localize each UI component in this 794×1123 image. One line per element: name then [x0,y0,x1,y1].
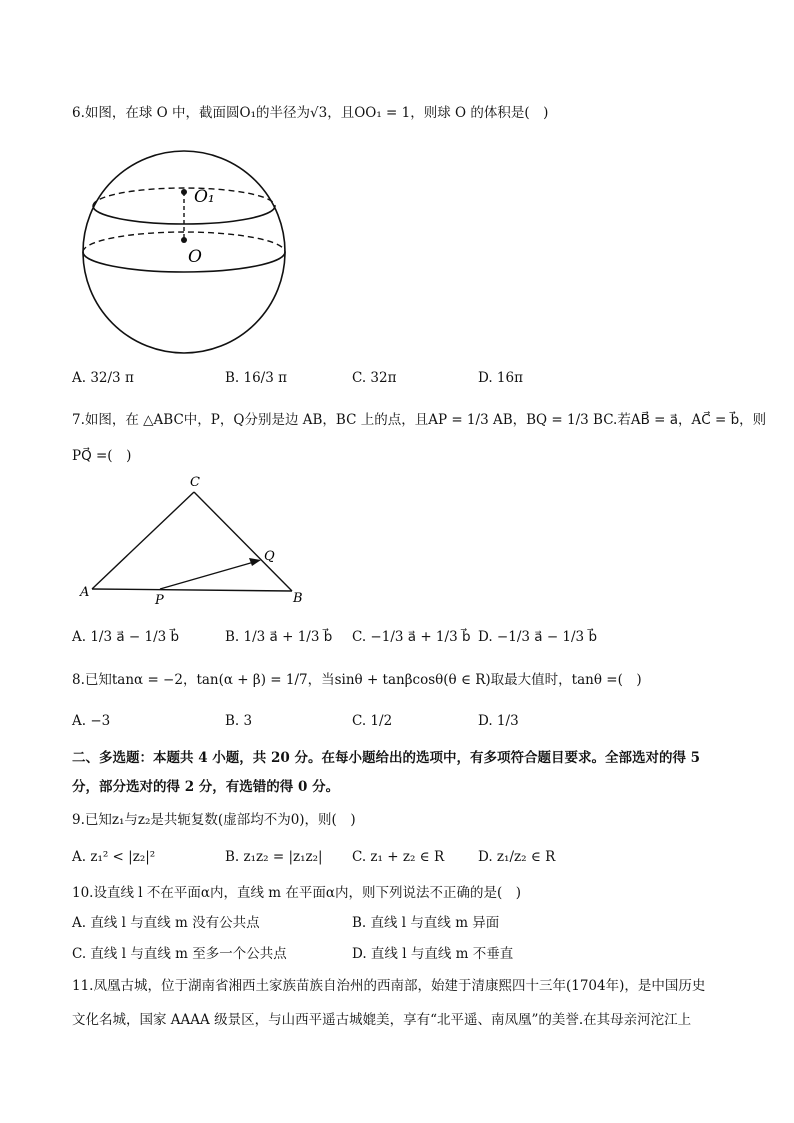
q9-option-a: A. z₁² < |z₂|² [72,849,156,865]
q8-option-c: C. 1/2 [352,713,393,729]
q11-stem-line2: 文化名城，国家 AAAA 级景区，与山西平遥古城媲美，享有“北平遥、南凤凰”的美誉.在其母亲河沱江上 [72,1012,692,1028]
section2-heading-line2: 分，部分选对的得 2 分，有选错的得 0 分。 [72,779,340,795]
q9-option-c: C. z₁ + z₂ ∈ R [352,849,445,865]
q7-option-d: D. −1/3 a⃗ − 1/3 b⃗ [478,629,598,645]
q6-option-d: D. 16π [478,370,523,386]
q10-option-c: C. 直线 l 与直线 m 至多一个公共点 [72,946,287,962]
q7-stem-line2: PQ⃗ =( ) [72,448,132,464]
triangle-figure [78,470,318,610]
q10-option-b: B. 直线 l 与直线 m 异面 [352,915,500,931]
section2-heading-line1: 二、多选题：本题共 4 小题，共 20 分。在每小题给出的选项中，有多项符合题目要求。全部选对的得 5 [72,750,701,766]
q8-option-a: A. −3 [72,713,111,729]
q8-stem: 8.已知tanα = −2，tan(α + β) = 1/7，当sinθ + tanβcosθ(θ ∈ R)取最大值时，tanθ =( ) [72,672,642,688]
q7-stem-line1: 7.如图，在 △ABC中，P，Q分别是边 AB，BC 上的点，且AP = 1/3 AB，BQ = 1/3 BC.若AB⃗ = a⃗，AC⃗ = b⃗，则 [72,412,767,428]
q6-stem: 6.如图，在球 O 中，截面圆O₁的半径为√3，且OO₁ = 1，则球 O 的体积是( ) [72,105,549,121]
q8-option-b: B. 3 [225,713,253,729]
label-b: B [293,591,303,606]
q11-stem-line1: 11.凤凰古城，位于湖南省湘西土家族苗族自治州的西南部，始建于清康熙四十三年(1704年)，是中国历史 [72,978,706,994]
q9-stem: 9.已知z₁与z₂是共轭复数(虚部均不为0)，则( ) [72,812,356,828]
q10-option-a: A. 直线 l 与直线 m 没有公共点 [72,915,260,931]
label-q: Q [264,549,275,564]
q10-stem: 10.设直线 l 不在平面α内，直线 m 在平面α内，则下列说法不正确的是( ) [72,885,522,901]
label-o: O [188,247,202,267]
q9-option-d: D. z₁/z₂ ∈ R [478,849,556,865]
q6-option-a: A. 32/3 π [72,370,134,386]
sphere-figure [80,140,290,360]
q7-option-a: A. 1/3 a⃗ − 1/3 b⃗ [72,629,180,645]
label-a: A [80,585,90,600]
q6-option-c: C. 32π [352,370,397,386]
q6-option-b: B. 16/3 π [225,370,287,386]
q7-option-b: B. 1/3 a⃗ + 1/3 b⃗ [225,629,333,645]
q7-option-c: C. −1/3 a⃗ + 1/3 b⃗ [352,629,471,645]
label-c: C [190,475,200,490]
q10-option-d: D. 直线 l 与直线 m 不垂直 [352,946,514,962]
label-o1: O₁ [194,187,215,207]
q9-option-b: B. z₁z₂ = |z₁z₂| [225,849,323,865]
label-p: P [155,593,164,608]
q8-option-d: D. 1/3 [478,713,519,729]
